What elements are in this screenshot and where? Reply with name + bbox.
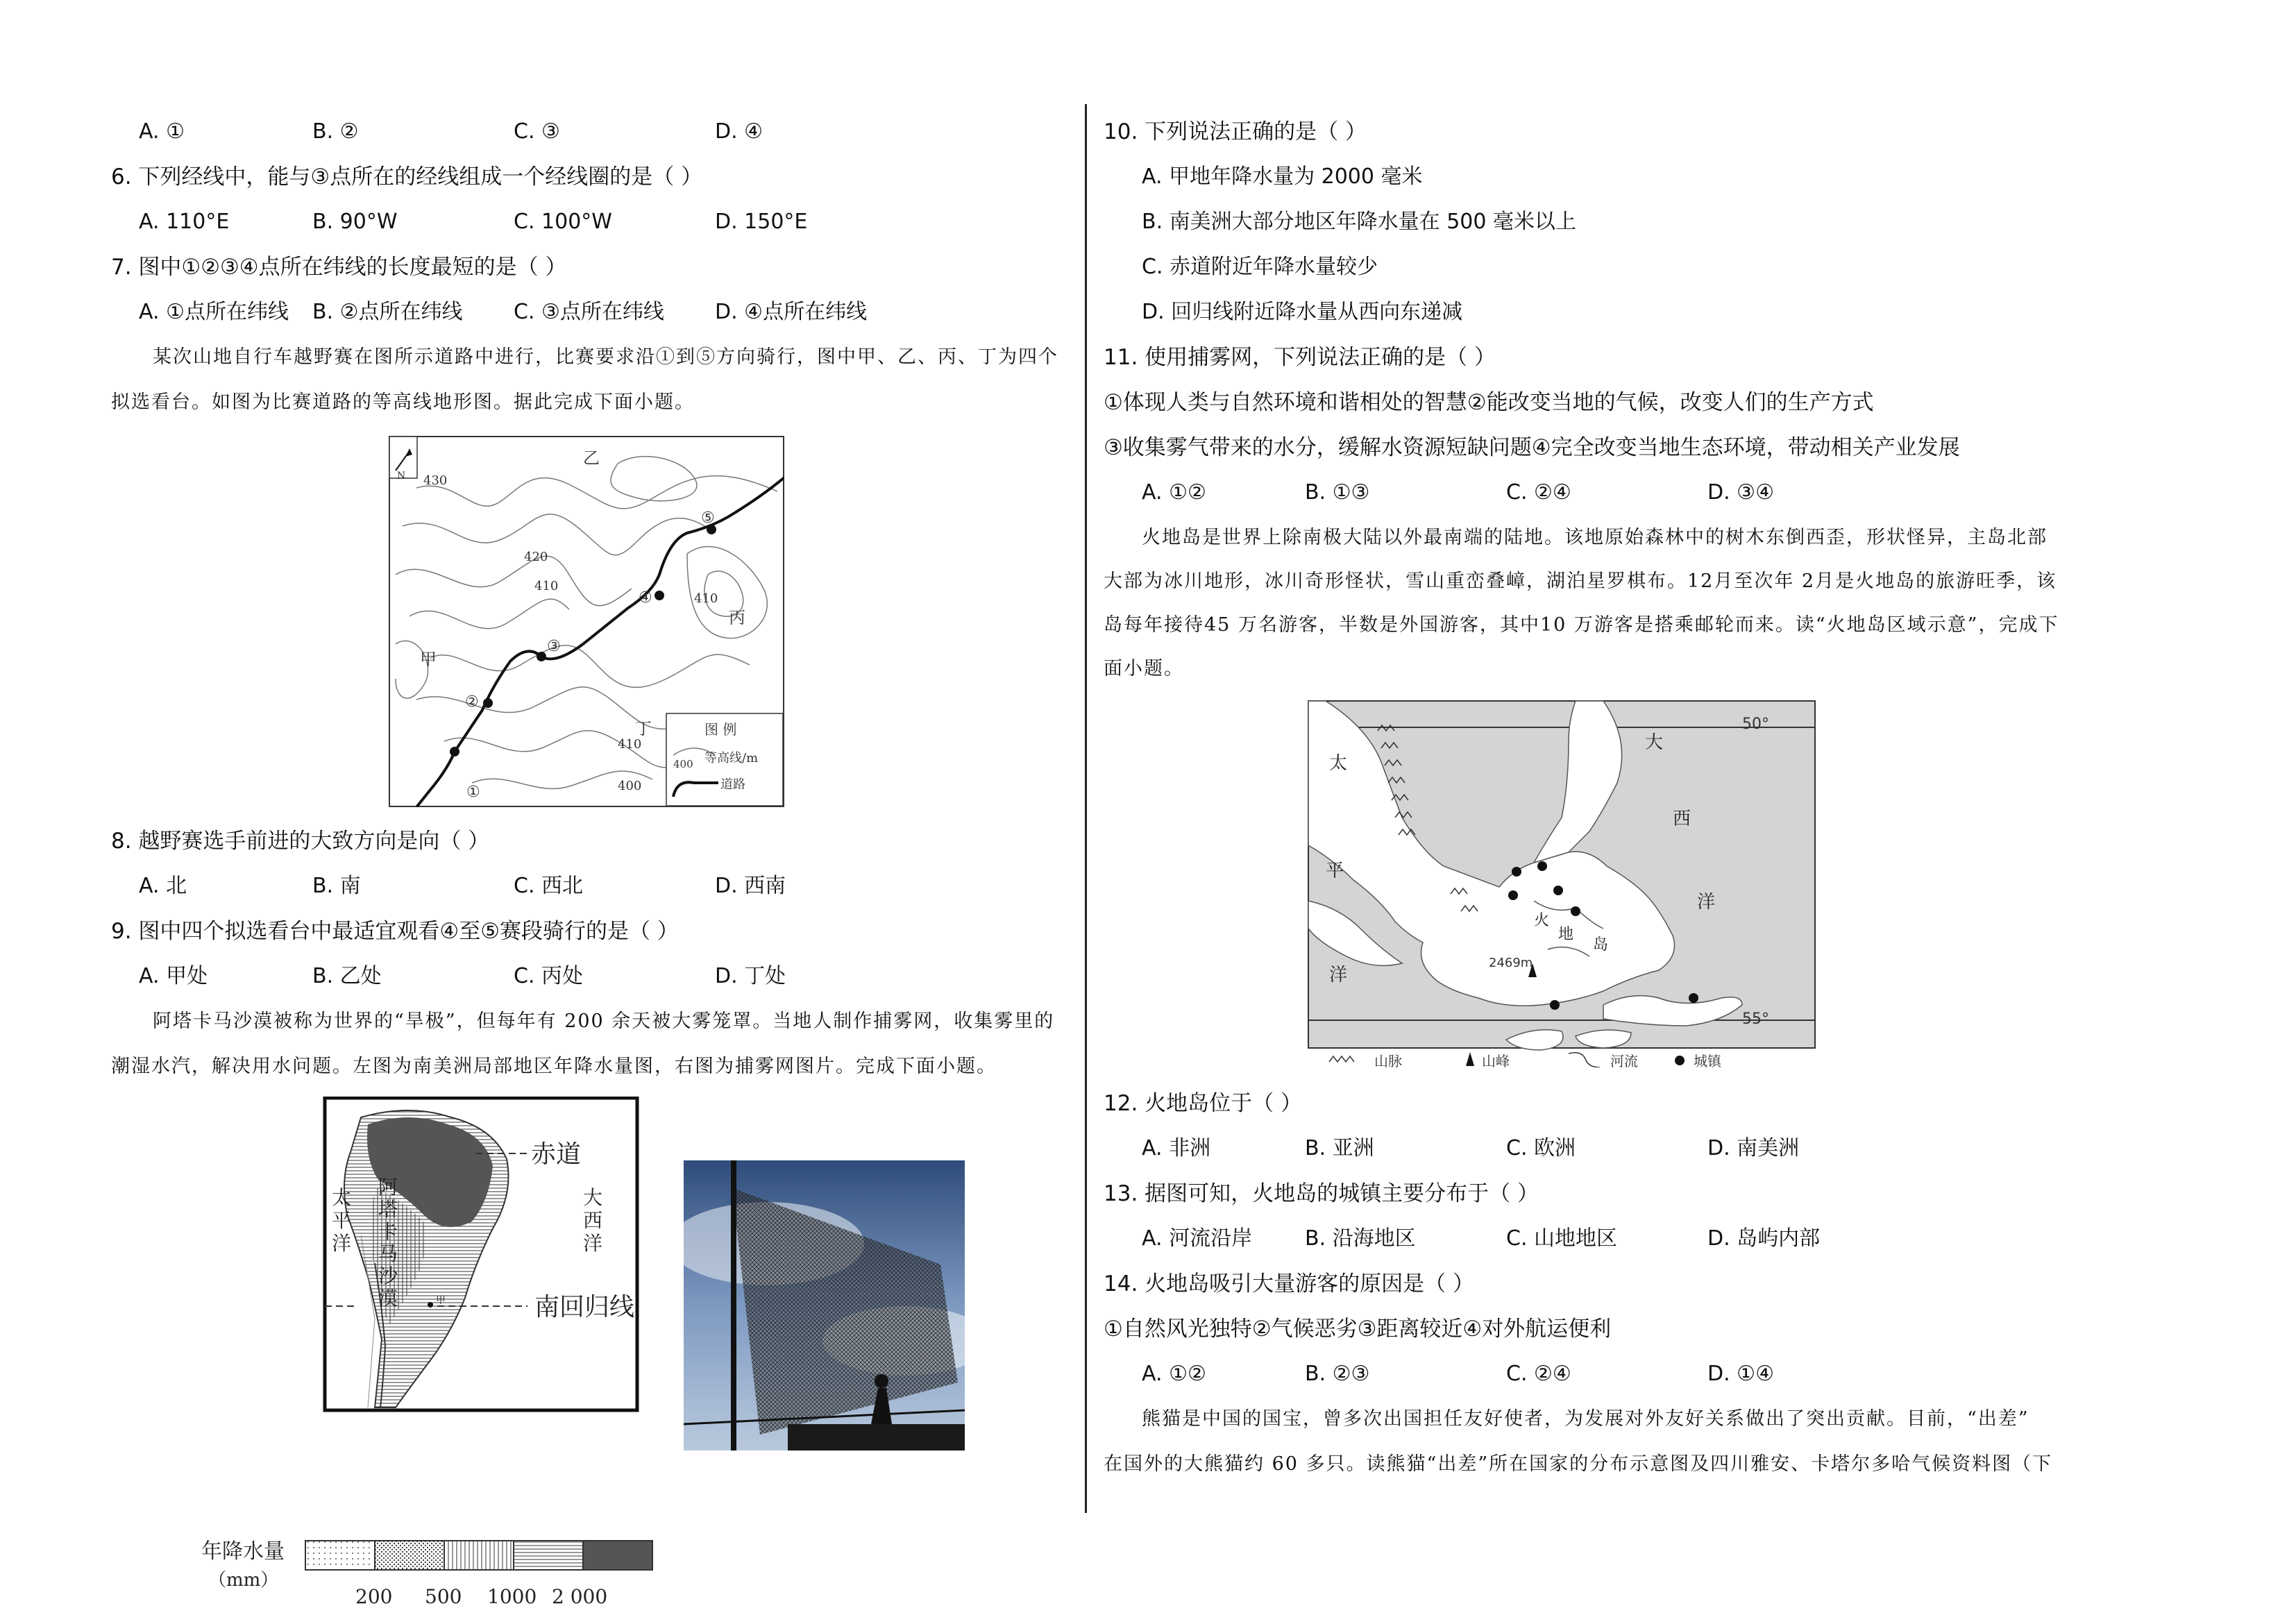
q11-stem: 11. 使用捕雾网，下列说法正确的是（ ） xyxy=(1104,345,1496,370)
q10-option-a[interactable]: A. 甲地年降水量为 2000 毫米 xyxy=(1142,164,1423,189)
q13-option-b[interactable]: B. 沿海地区 xyxy=(1305,1226,1416,1251)
q5-option-c[interactable]: C. ③ xyxy=(514,119,560,144)
desert-char-4: 马 xyxy=(378,1242,398,1265)
atlantic-char-2: 西 xyxy=(583,1209,603,1232)
passage1-line1: 某次山地自行车越野赛在图所示道路中进行，比赛要求沿①到⑤方向骑行，图中甲、乙、丙、丁为四个 xyxy=(153,346,1058,368)
tdf-island-char-2: 地 xyxy=(1558,926,1574,943)
desert-char-6: 漠 xyxy=(378,1287,398,1310)
tdf-atlantic-char-2: 西 xyxy=(1673,809,1691,829)
q12-option-a[interactable]: A. 非洲 xyxy=(1142,1136,1211,1160)
q13-option-d[interactable]: D. 岛屿内部 xyxy=(1707,1226,1821,1251)
q13-stem: 13. 据图可知，火地岛的城镇主要分布于（ ） xyxy=(1104,1181,1539,1206)
q12-option-b[interactable]: B. 亚洲 xyxy=(1305,1136,1374,1160)
point-3: ③ xyxy=(547,638,561,655)
q6-option-c[interactable]: C. 100°W xyxy=(514,210,612,234)
precip-tick-200: 200 xyxy=(355,1585,393,1608)
q8-stem: 8. 越野赛选手前进的大致方向是向（ ） xyxy=(111,829,490,854)
q11-option-d[interactable]: D. ③④ xyxy=(1707,480,1774,505)
q10-option-d[interactable]: D. 回归线附近降水量从西向东递减 xyxy=(1142,300,1463,324)
contour-410-a: 410 xyxy=(534,579,559,593)
legend-contour-value: 400 xyxy=(673,758,693,770)
atlantic-char-1: 大 xyxy=(583,1186,603,1209)
q5-option-b[interactable]: B. ② xyxy=(312,119,359,144)
q6-option-a[interactable]: A. 110°E xyxy=(139,210,230,234)
q8-option-a[interactable]: A. 北 xyxy=(139,874,187,898)
q5-option-d[interactable]: D. ④ xyxy=(715,119,763,144)
passage4-line2: 在国外的大熊猫约 60 多只。读熊猫“出差”所在国家的分布示意图及四川雅安、卡塔尔多哈气候资料图（下 xyxy=(1104,1453,2053,1475)
passage3-line2: 大部为冰川地形，冰川奇形怪状，雪山重峦叠嶂，湖泊星罗棋布。12月至次年 2月是火地岛的旅游旺季，该 xyxy=(1104,570,2057,592)
q5-option-a[interactable]: A. ① xyxy=(139,119,185,144)
q11-statements-1: ①体现人类与自然环境和谐相处的智慧②能改变当地的气候，改变人们的生产方式 xyxy=(1104,390,1874,415)
desert-char-1: 阿 xyxy=(378,1176,398,1199)
peak-elevation-label: 2469m xyxy=(1489,956,1533,970)
q10-stem: 10. 下列说法正确的是（ ） xyxy=(1104,119,1367,144)
desert-char-2: 塔 xyxy=(378,1198,398,1221)
q8-option-c[interactable]: C. 西北 xyxy=(514,874,584,898)
q11-option-c[interactable]: C. ②④ xyxy=(1506,480,1571,505)
contour-430: 430 xyxy=(423,473,448,488)
legend-title: 图 例 xyxy=(704,721,737,738)
passage3-line4: 面小题。 xyxy=(1104,658,1184,679)
q6-stem: 6. 下列经线中，能与③点所在的经线组成一个经线圈的是（ ） xyxy=(111,164,703,189)
legend-mountain: 山脉 xyxy=(1374,1053,1402,1067)
point-2: ② xyxy=(465,693,479,711)
contour-410-b: 410 xyxy=(694,591,718,606)
tierra-del-fuego-map xyxy=(1242,700,1846,1067)
q9-option-a[interactable]: A. 甲处 xyxy=(139,964,208,988)
legend-contour-label: 等高线/m xyxy=(704,751,759,766)
tropic-label: 南回归线 xyxy=(534,1293,635,1321)
q11-option-b[interactable]: B. ①③ xyxy=(1305,480,1370,505)
q14-option-a[interactable]: A. ①② xyxy=(1142,1362,1206,1386)
precip-tick-2000: 2 000 xyxy=(552,1585,608,1608)
contour-410-c: 410 xyxy=(618,737,642,752)
pacific-char-1: 太 xyxy=(332,1186,352,1209)
precip-legend-title: 年降水量 xyxy=(201,1539,285,1564)
tdf-legend xyxy=(1329,1052,1723,1067)
q6-option-b[interactable]: B. 90°W xyxy=(312,210,398,234)
precip-tick-1000: 1000 xyxy=(487,1585,537,1608)
passage2-line1: 阿塔卡马沙漠被称为世界的“旱极”，但每年有 200 余天被大雾笼罩。当地人制作捕雾网，收集雾里的 xyxy=(153,1010,1055,1032)
q14-statements: ①自然风光独特②气候恶劣③距离较近④对外航运便利 xyxy=(1104,1317,1612,1342)
legend-town: 城镇 xyxy=(1694,1053,1721,1067)
q12-stem: 12. 火地岛位于（ ） xyxy=(1104,1091,1303,1116)
q12-option-c[interactable]: C. 欧洲 xyxy=(1506,1136,1576,1160)
passage3-line1: 火地岛是世界上除南极大陆以外最南端的陆地。该地原始森林中的树木东倒西歪，形状怪异，主岛北部 xyxy=(1142,527,2048,548)
equator-label: 赤道 xyxy=(531,1140,582,1169)
passage3-line3: 岛每年接待45 万名游客，半数是外国游客，其中10 万游客是搭乘邮轮而来。读“火地岛区域示意”，完成下 xyxy=(1104,614,2059,636)
q9-stem: 9. 图中四个拟选看台中最适宜观看④至⑤赛段骑行的是（ ） xyxy=(111,919,679,944)
q13-option-a[interactable]: A. 河流沿岸 xyxy=(1142,1226,1253,1251)
q8-option-b[interactable]: B. 南 xyxy=(312,874,361,898)
legend-road-label: 道路 xyxy=(720,777,745,792)
q10-option-b[interactable]: B. 南美洲大部分地区年降水量在 500 毫米以上 xyxy=(1142,210,1576,234)
contour-420: 420 xyxy=(524,550,548,564)
tdf-island-char-1: 火 xyxy=(1534,912,1550,929)
contour-map xyxy=(389,436,784,807)
q14-option-b[interactable]: B. ②③ xyxy=(1305,1362,1370,1386)
passage2-line2: 潮湿水汽，解决用水问题。左图为南美洲局部地区年降水量图，右图为捕雾网图片。完成下面小题。 xyxy=(111,1056,997,1077)
lat-50-label: 50° xyxy=(1742,716,1769,733)
q10-option-c[interactable]: C. 赤道附近年降水量较少 xyxy=(1142,255,1378,279)
point-4: ④ xyxy=(639,589,652,607)
q9-option-d[interactable]: D. 丁处 xyxy=(715,964,786,988)
south-america-precipitation-map xyxy=(201,1097,694,1610)
point-5: ⑤ xyxy=(701,509,715,527)
q14-option-c[interactable]: C. ②④ xyxy=(1506,1362,1571,1386)
q7-option-c[interactable]: C. ③点所在纬线 xyxy=(514,300,664,324)
pacific-char-2: 平 xyxy=(332,1209,352,1232)
precip-legend-unit: （mm） xyxy=(208,1570,279,1591)
fog-net-photo xyxy=(684,1160,965,1450)
q14-stem: 14. 火地岛吸引大量游客的原因是（ ） xyxy=(1104,1271,1475,1296)
legend-peak: 山峰 xyxy=(1482,1053,1510,1067)
atlantic-char-3: 洋 xyxy=(583,1232,603,1255)
q6-option-d[interactable]: D. 150°E xyxy=(715,210,808,234)
legend-river: 河流 xyxy=(1610,1053,1638,1067)
column-divider xyxy=(1085,104,1087,1513)
q14-option-d[interactable]: D. ①④ xyxy=(1707,1362,1774,1386)
desert-char-5: 沙 xyxy=(378,1264,398,1287)
q11-option-a[interactable]: A. ①② xyxy=(1142,480,1206,505)
desert-char-3: 卡 xyxy=(378,1220,398,1243)
passage1-line2: 拟选看台。如图为比赛道路的等高线地形图。据此完成下面小题。 xyxy=(111,391,695,413)
q9-option-c[interactable]: C. 丙处 xyxy=(514,964,584,988)
tdf-atlantic-char-3: 洋 xyxy=(1697,892,1716,913)
tdf-pacific-char-3: 洋 xyxy=(1329,965,1348,986)
place-yi: 乙 xyxy=(583,448,600,468)
q12-option-d[interactable]: D. 南美洲 xyxy=(1707,1136,1800,1160)
place-ding: 丁 xyxy=(635,719,652,738)
place-jia: 甲 xyxy=(420,650,437,669)
q7-option-b[interactable]: B. ②点所在纬线 xyxy=(312,300,463,324)
north-label: N xyxy=(397,471,406,482)
precip-tick-500: 500 xyxy=(425,1585,462,1608)
lat-55-label: 55° xyxy=(1742,1010,1769,1028)
contour-400: 400 xyxy=(618,779,642,793)
place-bing: 丙 xyxy=(729,608,745,627)
q11-statements-2: ③收集雾气带来的水分，缓解水资源短缺问题④完全改变当地生态环境，带动相关产业发展 xyxy=(1104,435,1960,460)
place-jia-sa: 甲 xyxy=(436,1295,446,1306)
q9-option-b[interactable]: B. 乙处 xyxy=(312,964,382,988)
q7-option-d[interactable]: D. ④点所在纬线 xyxy=(715,300,868,324)
tdf-pacific-char-1: 太 xyxy=(1329,753,1348,774)
q7-stem: 7. 图中①②③④点所在纬线的长度最短的是（ ） xyxy=(111,255,567,280)
pacific-char-3: 洋 xyxy=(332,1232,352,1255)
passage4-line1: 熊猫是中国的国宝，曾多次出国担任友好使者，为发展对外友好关系做出了突出贡献。目前，“出差” xyxy=(1142,1408,2029,1430)
tdf-island-char-3: 岛 xyxy=(1593,936,1609,954)
q7-option-a[interactable]: A. ①点所在纬线 xyxy=(139,300,289,324)
q8-option-d[interactable]: D. 西南 xyxy=(715,874,786,898)
point-1: ① xyxy=(466,784,480,801)
contour-legend xyxy=(666,713,783,806)
tdf-pacific-char-2: 平 xyxy=(1326,861,1344,881)
q13-option-c[interactable]: C. 山地地区 xyxy=(1506,1226,1618,1251)
tdf-atlantic-char-1: 大 xyxy=(1645,732,1664,753)
